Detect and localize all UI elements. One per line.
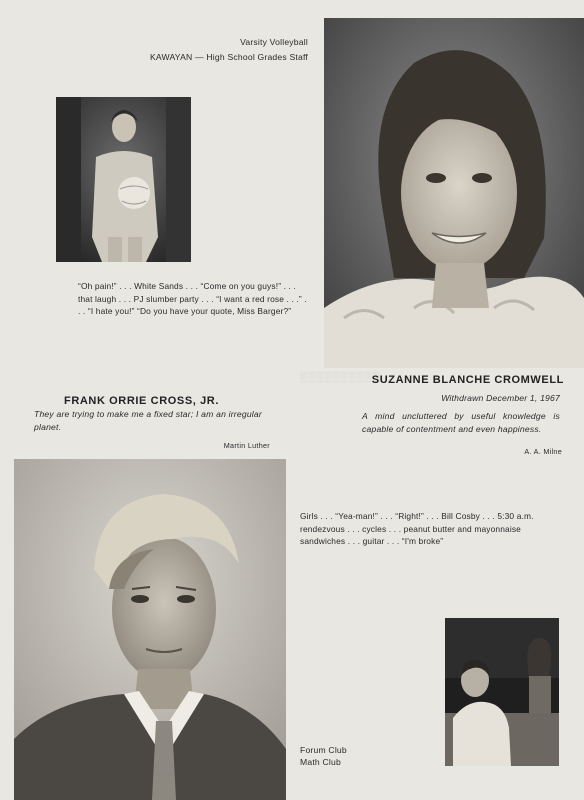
portrait-suzanne — [324, 18, 584, 368]
frank-attribution: Martin Luther — [223, 441, 270, 450]
frank-activities — [300, 744, 440, 768]
frank-name: FRANK ORRIE CROSS, JR. — [64, 395, 219, 407]
top-quote: “Oh pain!” . . . White Sands . . . “Come on you guys!” . . . that laugh . . . PJ slumber party . . . “I want a red rose . . .” . . . “I hate you!” “Do you have your quote, Miss Barger?” — [78, 281, 307, 316]
top-activities — [48, 36, 308, 63]
activity-line: KAWAYAN — High School Grades Staff — [149, 52, 308, 62]
candid-group-photo — [445, 618, 559, 766]
activity-line: Math Club — [300, 757, 341, 767]
bleed-through-text: ▒▒▒▒▒▒▒▒▒▒ — [300, 372, 381, 383]
suzanne-motto: A mind uncluttered by useful knowledge is capable of contentment and even happiness. — [362, 411, 560, 434]
portrait-frank — [14, 459, 286, 800]
volleyball-candid-photo — [56, 97, 191, 262]
activity-line: Varsity Volleyball — [240, 37, 308, 47]
suzanne-note: Withdrawn December 1, 1967 — [441, 393, 560, 403]
frank-quote: Girls . . . “Yea-man!” . . . “Right!” . . . Bill Cosby . . . 5:30 a.m. rendezvous . . . cycles . . . peanut butter and mayonnaise sandwiches . . . guitar . . . “I'm broke” — [300, 511, 534, 546]
suzanne-name: SUZANNE BLANCHE CROMWELL — [371, 374, 564, 386]
suzanne-attribution: A. A. Milne — [524, 447, 562, 456]
activity-line: Forum Club — [300, 745, 347, 755]
frank-motto: They are trying to make me a fixed star; I am an irregular planet. — [34, 409, 262, 432]
